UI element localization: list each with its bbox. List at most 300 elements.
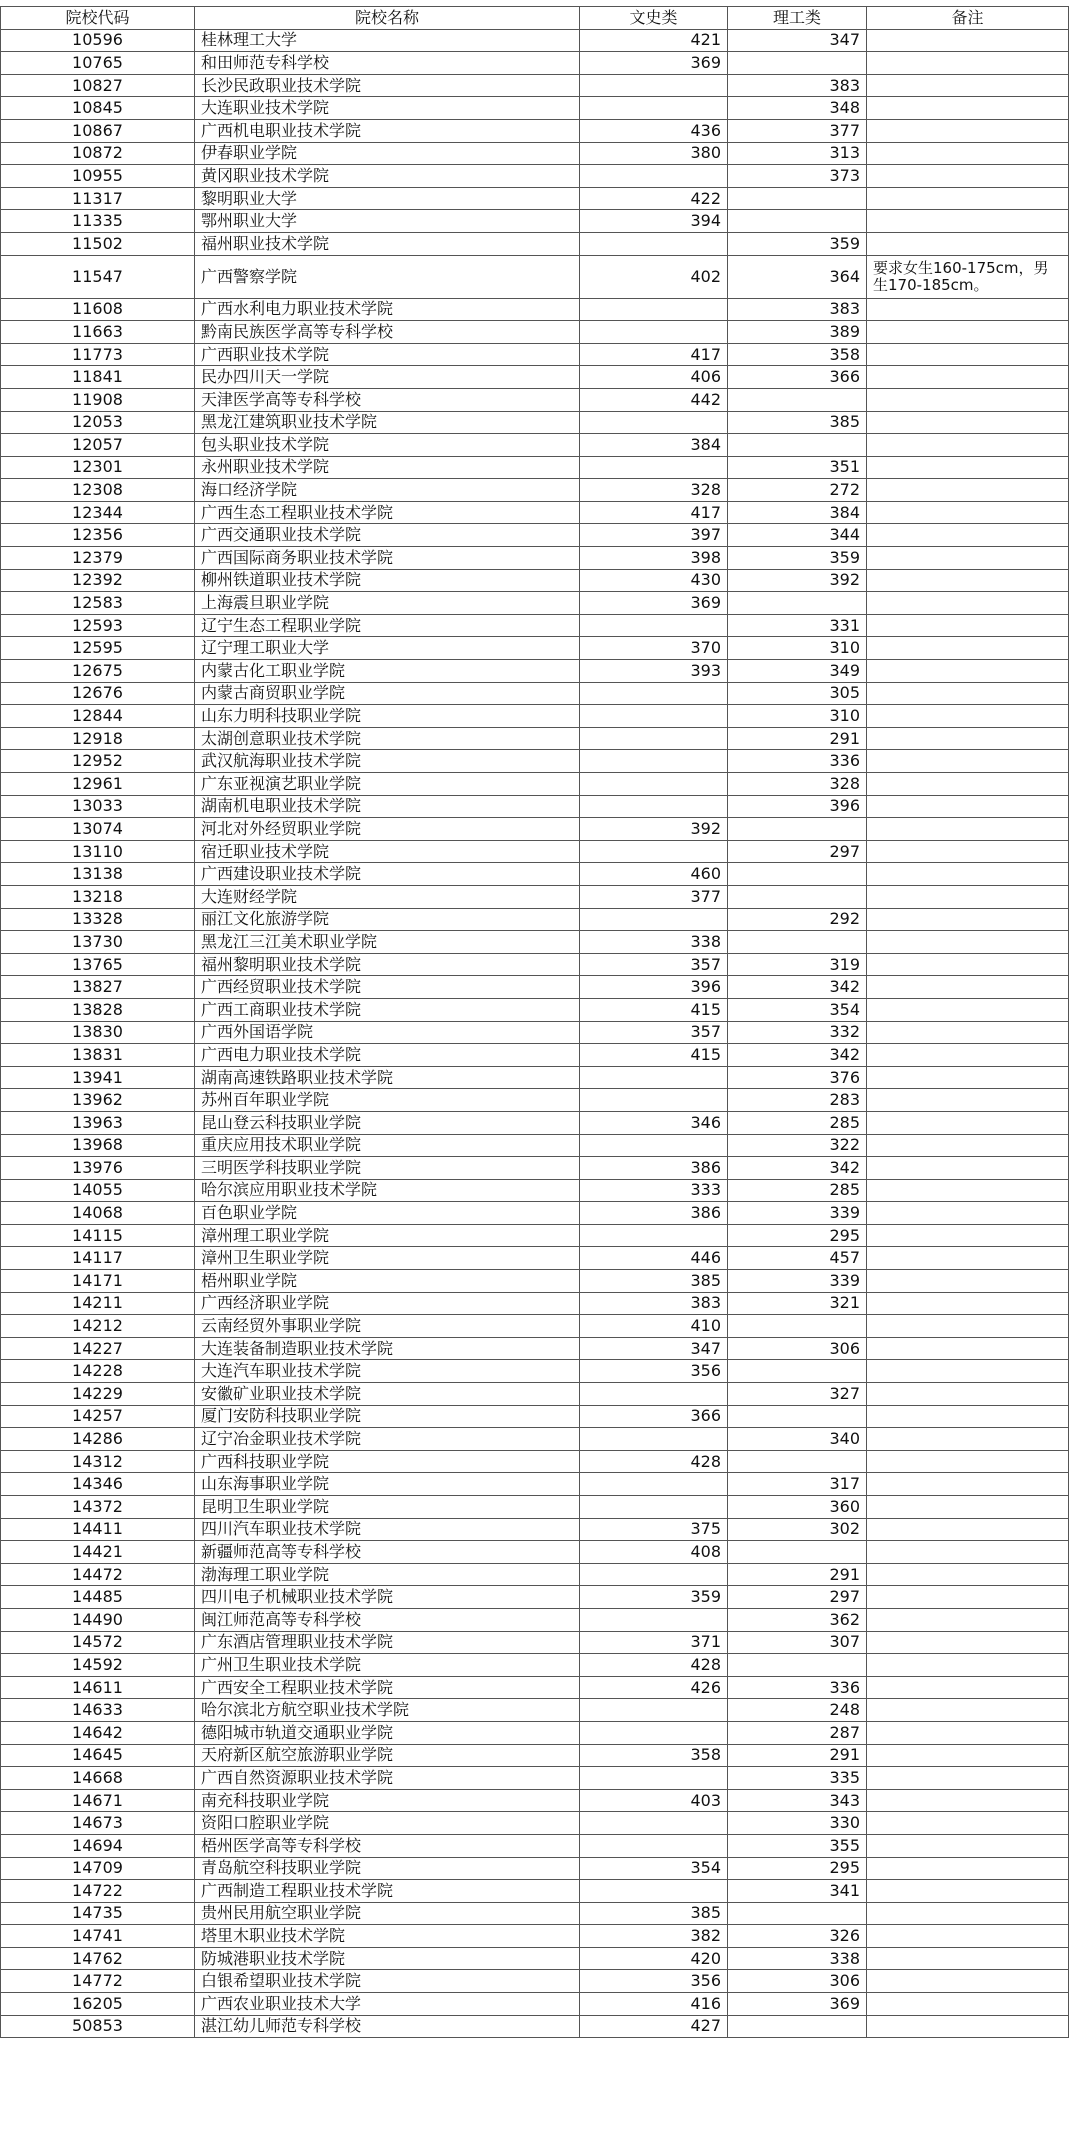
cell-school-code: 13765 <box>1 953 195 976</box>
table-row <box>1 1631 1069 1654</box>
cell-science-score: 327 <box>728 1383 867 1406</box>
cell-science-score: 328 <box>728 773 867 796</box>
cell-liberal-arts-score <box>580 1608 728 1631</box>
cell-school-name: 广西建设职业技术学院 <box>195 863 580 886</box>
cell-remarks <box>867 931 1069 954</box>
cell-liberal-arts-score: 366 <box>580 1405 728 1428</box>
cell-school-name: 梧州职业学院 <box>195 1270 580 1293</box>
cell-school-name: 资阳口腔职业学院 <box>195 1812 580 1835</box>
table-row <box>1 1044 1069 1067</box>
cell-science-score: 457 <box>728 1247 867 1270</box>
cell-science-score <box>728 592 867 615</box>
cell-liberal-arts-score <box>580 1812 728 1835</box>
cell-science-score: 330 <box>728 1812 867 1835</box>
cell-science-score: 272 <box>728 479 867 502</box>
cell-school-name: 德阳城市轨道交通职业学院 <box>195 1721 580 1744</box>
cell-liberal-arts-score: 426 <box>580 1676 728 1699</box>
cell-remarks <box>867 1563 1069 1586</box>
cell-liberal-arts-score <box>580 1699 728 1722</box>
cell-liberal-arts-score: 403 <box>580 1789 728 1812</box>
cell-liberal-arts-score: 338 <box>580 931 728 954</box>
cell-remarks <box>867 547 1069 570</box>
cell-science-score: 343 <box>728 1789 867 1812</box>
cell-school-name: 广西农业职业技术大学 <box>195 1993 580 2016</box>
cell-school-code: 10845 <box>1 97 195 120</box>
cell-school-code: 13218 <box>1 885 195 908</box>
table-row <box>1 750 1069 773</box>
cell-liberal-arts-score: 375 <box>580 1518 728 1541</box>
cell-school-name: 长沙民政职业技术学院 <box>195 74 580 97</box>
table-row <box>1 74 1069 97</box>
cell-liberal-arts-score: 446 <box>580 1247 728 1270</box>
table-row <box>1 953 1069 976</box>
cell-liberal-arts-score: 380 <box>580 142 728 165</box>
cell-remarks <box>867 1044 1069 1067</box>
table-row <box>1 1292 1069 1315</box>
table-row <box>1 931 1069 954</box>
cell-school-code: 10955 <box>1 165 195 188</box>
cell-liberal-arts-score <box>580 840 728 863</box>
cell-school-name: 黔南民族医学高等专科学校 <box>195 321 580 344</box>
cell-school-code: 13830 <box>1 1021 195 1044</box>
cell-school-code: 12676 <box>1 682 195 705</box>
cell-school-code: 13328 <box>1 908 195 931</box>
header-row <box>1 7 1069 30</box>
cell-school-name: 渤海理工职业学院 <box>195 1563 580 1586</box>
cell-school-code: 14068 <box>1 1202 195 1225</box>
table-row <box>1 1496 1069 1519</box>
cell-school-code: 13033 <box>1 795 195 818</box>
table-row <box>1 1202 1069 1225</box>
cell-school-code: 14694 <box>1 1834 195 1857</box>
cell-science-score <box>728 863 867 886</box>
table-row <box>1 1834 1069 1857</box>
cell-school-name: 和田师范专科学校 <box>195 52 580 75</box>
table-row <box>1 1970 1069 1993</box>
cell-remarks <box>867 1541 1069 1564</box>
cell-school-name: 广西科技职业学院 <box>195 1450 580 1473</box>
cell-school-code: 14490 <box>1 1608 195 1631</box>
cell-school-name: 内蒙古化工职业学院 <box>195 660 580 683</box>
cell-remarks <box>867 1450 1069 1473</box>
table-row <box>1 210 1069 233</box>
cell-school-name: 防城港职业技术学院 <box>195 1947 580 1970</box>
cell-science-score: 344 <box>728 524 867 547</box>
cell-school-code: 11317 <box>1 187 195 210</box>
cell-remarks <box>867 321 1069 344</box>
cell-liberal-arts-score: 371 <box>580 1631 728 1654</box>
cell-remarks <box>867 750 1069 773</box>
cell-liberal-arts-score: 356 <box>580 1360 728 1383</box>
cell-liberal-arts-score <box>580 614 728 637</box>
cell-school-code: 12301 <box>1 456 195 479</box>
cell-liberal-arts-score: 402 <box>580 255 728 298</box>
cell-liberal-arts-score <box>580 298 728 321</box>
cell-liberal-arts-score <box>580 750 728 773</box>
cell-science-score: 305 <box>728 682 867 705</box>
cell-liberal-arts-score: 382 <box>580 1925 728 1948</box>
table-row <box>1 1925 1069 1948</box>
cell-science-score: 283 <box>728 1089 867 1112</box>
table-row <box>1 1541 1069 1564</box>
cell-school-name: 桂林理工大学 <box>195 29 580 52</box>
cell-science-score <box>728 187 867 210</box>
table-row <box>1 1428 1069 1451</box>
cell-school-name: 山东力明科技职业学院 <box>195 705 580 728</box>
cell-remarks <box>867 1608 1069 1631</box>
table-row <box>1 411 1069 434</box>
cell-school-code: 12844 <box>1 705 195 728</box>
table-row <box>1 1157 1069 1180</box>
cell-school-name: 宿迁职业技术学院 <box>195 840 580 863</box>
cell-remarks <box>867 1021 1069 1044</box>
table-row <box>1 998 1069 1021</box>
cell-science-score: 338 <box>728 1947 867 1970</box>
cell-school-name: 伊春职业学院 <box>195 142 580 165</box>
cell-liberal-arts-score: 394 <box>580 210 728 233</box>
cell-school-name: 广西经济职业学院 <box>195 1292 580 1315</box>
cell-liberal-arts-score: 428 <box>580 1450 728 1473</box>
cell-science-score: 360 <box>728 1496 867 1519</box>
cell-liberal-arts-score: 347 <box>580 1337 728 1360</box>
cell-liberal-arts-score <box>580 232 728 255</box>
cell-science-score: 326 <box>728 1925 867 1948</box>
cell-science-score: 319 <box>728 953 867 976</box>
cell-science-score <box>728 1654 867 1677</box>
cell-school-code: 13110 <box>1 840 195 863</box>
cell-school-name: 塔里木职业技术学院 <box>195 1925 580 1948</box>
cell-school-name: 黑龙江三江美术职业学院 <box>195 931 580 954</box>
cell-science-score <box>728 1315 867 1338</box>
cell-school-code: 14212 <box>1 1315 195 1338</box>
cell-liberal-arts-score <box>580 1767 728 1790</box>
cell-science-score: 302 <box>728 1518 867 1541</box>
cell-liberal-arts-score: 408 <box>580 1541 728 1564</box>
cell-remarks <box>867 1383 1069 1406</box>
cell-science-score: 340 <box>728 1428 867 1451</box>
table-body <box>1 29 1069 2038</box>
cell-school-name: 大连装备制造职业技术学院 <box>195 1337 580 1360</box>
cell-school-code: 14228 <box>1 1360 195 1383</box>
cell-school-code: 13962 <box>1 1089 195 1112</box>
cell-remarks <box>867 74 1069 97</box>
cell-liberal-arts-score <box>580 795 728 818</box>
cell-school-name: 大连职业技术学院 <box>195 97 580 120</box>
cell-science-score: 377 <box>728 119 867 142</box>
cell-school-name: 四川汽车职业技术学院 <box>195 1518 580 1541</box>
cell-school-name: 广西外国语学院 <box>195 1021 580 1044</box>
cell-school-code: 13730 <box>1 931 195 954</box>
table-row <box>1 1947 1069 1970</box>
cell-school-name: 永州职业技术学院 <box>195 456 580 479</box>
cell-science-score: 383 <box>728 298 867 321</box>
cell-science-score: 313 <box>728 142 867 165</box>
cell-remarks <box>867 976 1069 999</box>
cell-remarks <box>867 1970 1069 1993</box>
cell-school-name: 四川电子机械职业技术学院 <box>195 1586 580 1609</box>
cell-remarks <box>867 343 1069 366</box>
cell-liberal-arts-score: 410 <box>580 1315 728 1338</box>
cell-remarks <box>867 885 1069 908</box>
cell-liberal-arts-score: 428 <box>580 1654 728 1677</box>
cell-remarks <box>867 1428 1069 1451</box>
cell-school-name: 广东亚视演艺职业学院 <box>195 773 580 796</box>
cell-school-name: 白银希望职业技术学院 <box>195 1970 580 1993</box>
cell-remarks <box>867 142 1069 165</box>
cell-school-name: 黎明职业大学 <box>195 187 580 210</box>
cell-liberal-arts-score: 369 <box>580 52 728 75</box>
cell-school-code: 14472 <box>1 1563 195 1586</box>
cell-science-score: 322 <box>728 1134 867 1157</box>
table-row <box>1 1608 1069 1631</box>
cell-liberal-arts-score <box>580 705 728 728</box>
cell-remarks <box>867 366 1069 389</box>
table-row <box>1 660 1069 683</box>
cell-science-score: 332 <box>728 1021 867 1044</box>
cell-liberal-arts-score <box>580 74 728 97</box>
cell-school-name: 广西职业技术学院 <box>195 343 580 366</box>
cell-school-code: 10596 <box>1 29 195 52</box>
cell-liberal-arts-score: 354 <box>580 1857 728 1880</box>
cell-science-score: 342 <box>728 1044 867 1067</box>
cell-remarks <box>867 1721 1069 1744</box>
cell-liberal-arts-score: 386 <box>580 1157 728 1180</box>
cell-science-score: 310 <box>728 637 867 660</box>
table-row <box>1 1902 1069 1925</box>
cell-school-name: 湖南机电职业技术学院 <box>195 795 580 818</box>
table-row <box>1 1089 1069 1112</box>
cell-school-name: 内蒙古商贸职业学院 <box>195 682 580 705</box>
cell-science-score: 347 <box>728 29 867 52</box>
cell-school-code: 14286 <box>1 1428 195 1451</box>
cell-school-name: 梧州医学高等专科学校 <box>195 1834 580 1857</box>
cell-school-code: 12308 <box>1 479 195 502</box>
cell-liberal-arts-score <box>580 1066 728 1089</box>
cell-remarks <box>867 1902 1069 1925</box>
cell-liberal-arts-score: 357 <box>580 1021 728 1044</box>
cell-remarks <box>867 388 1069 411</box>
cell-school-code: 50853 <box>1 2015 195 2038</box>
cell-science-score: 384 <box>728 501 867 524</box>
table-row <box>1 637 1069 660</box>
cell-remarks <box>867 1202 1069 1225</box>
cell-remarks <box>867 592 1069 615</box>
cell-school-name: 广州卫生职业技术学院 <box>195 1654 580 1677</box>
cell-school-name: 广西生态工程职业技术学院 <box>195 501 580 524</box>
cell-remarks <box>867 1789 1069 1812</box>
table-row <box>1 524 1069 547</box>
cell-liberal-arts-score: 422 <box>580 187 728 210</box>
cell-science-score: 292 <box>728 908 867 931</box>
cell-school-code: 13074 <box>1 818 195 841</box>
cell-school-code: 13963 <box>1 1111 195 1134</box>
cell-school-code: 13968 <box>1 1134 195 1157</box>
cell-science-score: 349 <box>728 660 867 683</box>
cell-liberal-arts-score <box>580 321 728 344</box>
cell-school-name: 广西经贸职业技术学院 <box>195 976 580 999</box>
cell-remarks <box>867 210 1069 233</box>
cell-school-name: 大连汽车职业技术学院 <box>195 1360 580 1383</box>
cell-school-code: 14772 <box>1 1970 195 1993</box>
cell-remarks <box>867 165 1069 188</box>
table-row <box>1 1767 1069 1790</box>
table-row <box>1 456 1069 479</box>
table-row <box>1 908 1069 931</box>
cell-science-score: 291 <box>728 727 867 750</box>
cell-school-name: 三明医学科技职业学院 <box>195 1157 580 1180</box>
cell-science-score: 355 <box>728 1834 867 1857</box>
cell-school-code: 14055 <box>1 1179 195 1202</box>
cell-school-name: 安徽矿业职业技术学院 <box>195 1383 580 1406</box>
cell-liberal-arts-score: 415 <box>580 1044 728 1067</box>
cell-school-name: 云南经贸外事职业学院 <box>195 1315 580 1338</box>
cell-school-code: 10827 <box>1 74 195 97</box>
cell-school-name: 辽宁理工职业大学 <box>195 637 580 660</box>
cell-school-code: 14115 <box>1 1224 195 1247</box>
cell-remarks <box>867 1518 1069 1541</box>
cell-science-score: 369 <box>728 1993 867 2016</box>
table-row <box>1 232 1069 255</box>
cell-liberal-arts-score <box>580 1089 728 1112</box>
cell-science-score: 331 <box>728 614 867 637</box>
cell-school-code: 12595 <box>1 637 195 660</box>
cell-school-code: 11608 <box>1 298 195 321</box>
table-row <box>1 1563 1069 1586</box>
cell-school-code: 11502 <box>1 232 195 255</box>
table-row <box>1 773 1069 796</box>
table-row <box>1 569 1069 592</box>
cell-school-name: 厦门安防科技职业学院 <box>195 1405 580 1428</box>
table-row <box>1 1857 1069 1880</box>
cell-remarks <box>867 456 1069 479</box>
cell-school-code: 14642 <box>1 1721 195 1744</box>
table-row <box>1 187 1069 210</box>
cell-science-score: 373 <box>728 165 867 188</box>
cell-remarks <box>867 1157 1069 1180</box>
cell-liberal-arts-score <box>580 165 728 188</box>
table-row <box>1 1880 1069 1903</box>
cell-science-score: 336 <box>728 1676 867 1699</box>
table-row <box>1 142 1069 165</box>
cell-remarks <box>867 434 1069 457</box>
cell-school-code: 12952 <box>1 750 195 773</box>
cell-science-score <box>728 1360 867 1383</box>
cell-school-code: 12053 <box>1 411 195 434</box>
cell-remarks <box>867 1270 1069 1293</box>
cell-liberal-arts-score: 406 <box>580 366 728 389</box>
table-row <box>1 1586 1069 1609</box>
cell-school-code: 12392 <box>1 569 195 592</box>
table-row <box>1 1676 1069 1699</box>
cell-school-code: 12918 <box>1 727 195 750</box>
cell-school-name: 广西交通职业技术学院 <box>195 524 580 547</box>
cell-remarks <box>867 1631 1069 1654</box>
cell-remarks <box>867 1699 1069 1722</box>
cell-liberal-arts-score <box>580 411 728 434</box>
cell-school-code: 14411 <box>1 1518 195 1541</box>
cell-remarks <box>867 1405 1069 1428</box>
cell-liberal-arts-score: 398 <box>580 547 728 570</box>
cell-school-code: 14673 <box>1 1812 195 1835</box>
table-row <box>1 255 1069 298</box>
cell-science-score: 354 <box>728 998 867 1021</box>
cell-school-code: 10765 <box>1 52 195 75</box>
cell-remarks <box>867 1744 1069 1767</box>
cell-school-code: 11547 <box>1 255 195 298</box>
cell-science-score: 248 <box>728 1699 867 1722</box>
cell-school-code: 14229 <box>1 1383 195 1406</box>
cell-school-code: 14117 <box>1 1247 195 1270</box>
cell-science-score: 362 <box>728 1608 867 1631</box>
cell-liberal-arts-score <box>580 1563 728 1586</box>
cell-science-score <box>728 52 867 75</box>
cell-school-code: 13138 <box>1 863 195 886</box>
table-row <box>1 1405 1069 1428</box>
cell-school-code: 11773 <box>1 343 195 366</box>
table-row <box>1 388 1069 411</box>
cell-remarks <box>867 682 1069 705</box>
cell-science-score: 306 <box>728 1337 867 1360</box>
cell-science-score: 285 <box>728 1179 867 1202</box>
cell-remarks <box>867 1925 1069 1948</box>
cell-school-code: 14709 <box>1 1857 195 1880</box>
table-row <box>1 592 1069 615</box>
cell-remarks <box>867 411 1069 434</box>
cell-science-score: 336 <box>728 750 867 773</box>
table-row <box>1 1383 1069 1406</box>
cell-science-score <box>728 388 867 411</box>
cell-remarks <box>867 705 1069 728</box>
cell-remarks <box>867 2015 1069 2038</box>
cell-school-name: 广西警察学院 <box>195 255 580 298</box>
cell-school-code: 12057 <box>1 434 195 457</box>
cell-remarks <box>867 1224 1069 1247</box>
table-row <box>1 1134 1069 1157</box>
cell-liberal-arts-score: 386 <box>580 1202 728 1225</box>
cell-liberal-arts-score <box>580 727 728 750</box>
cell-remarks <box>867 1089 1069 1112</box>
cell-remarks <box>867 1179 1069 1202</box>
cell-liberal-arts-score: 392 <box>580 818 728 841</box>
cell-school-name: 天府新区航空旅游职业学院 <box>195 1744 580 1767</box>
cell-remarks <box>867 569 1069 592</box>
table-row <box>1 298 1069 321</box>
cell-remarks <box>867 795 1069 818</box>
header-school-code: 院校代码 <box>1 7 195 30</box>
cell-science-score <box>728 1405 867 1428</box>
cell-science-score: 342 <box>728 1157 867 1180</box>
cell-school-name: 哈尔滨北方航空职业技术学院 <box>195 1699 580 1722</box>
cell-school-code: 16205 <box>1 1993 195 2016</box>
table-row <box>1 1360 1069 1383</box>
cell-school-code: 14633 <box>1 1699 195 1722</box>
cell-school-code: 12675 <box>1 660 195 683</box>
cell-liberal-arts-score: 356 <box>580 1970 728 1993</box>
cell-remarks <box>867 232 1069 255</box>
cell-remarks <box>867 1880 1069 1903</box>
cell-liberal-arts-score: 333 <box>580 1179 728 1202</box>
cell-school-code: 14735 <box>1 1902 195 1925</box>
table-row <box>1 97 1069 120</box>
table-row <box>1 1789 1069 1812</box>
cell-school-name: 武汉航海职业技术学院 <box>195 750 580 773</box>
cell-school-code: 14668 <box>1 1767 195 1790</box>
cell-liberal-arts-score <box>580 1496 728 1519</box>
table-row <box>1 1270 1069 1293</box>
cell-school-code: 14611 <box>1 1676 195 1699</box>
cell-liberal-arts-score <box>580 1224 728 1247</box>
table-row <box>1 1744 1069 1767</box>
